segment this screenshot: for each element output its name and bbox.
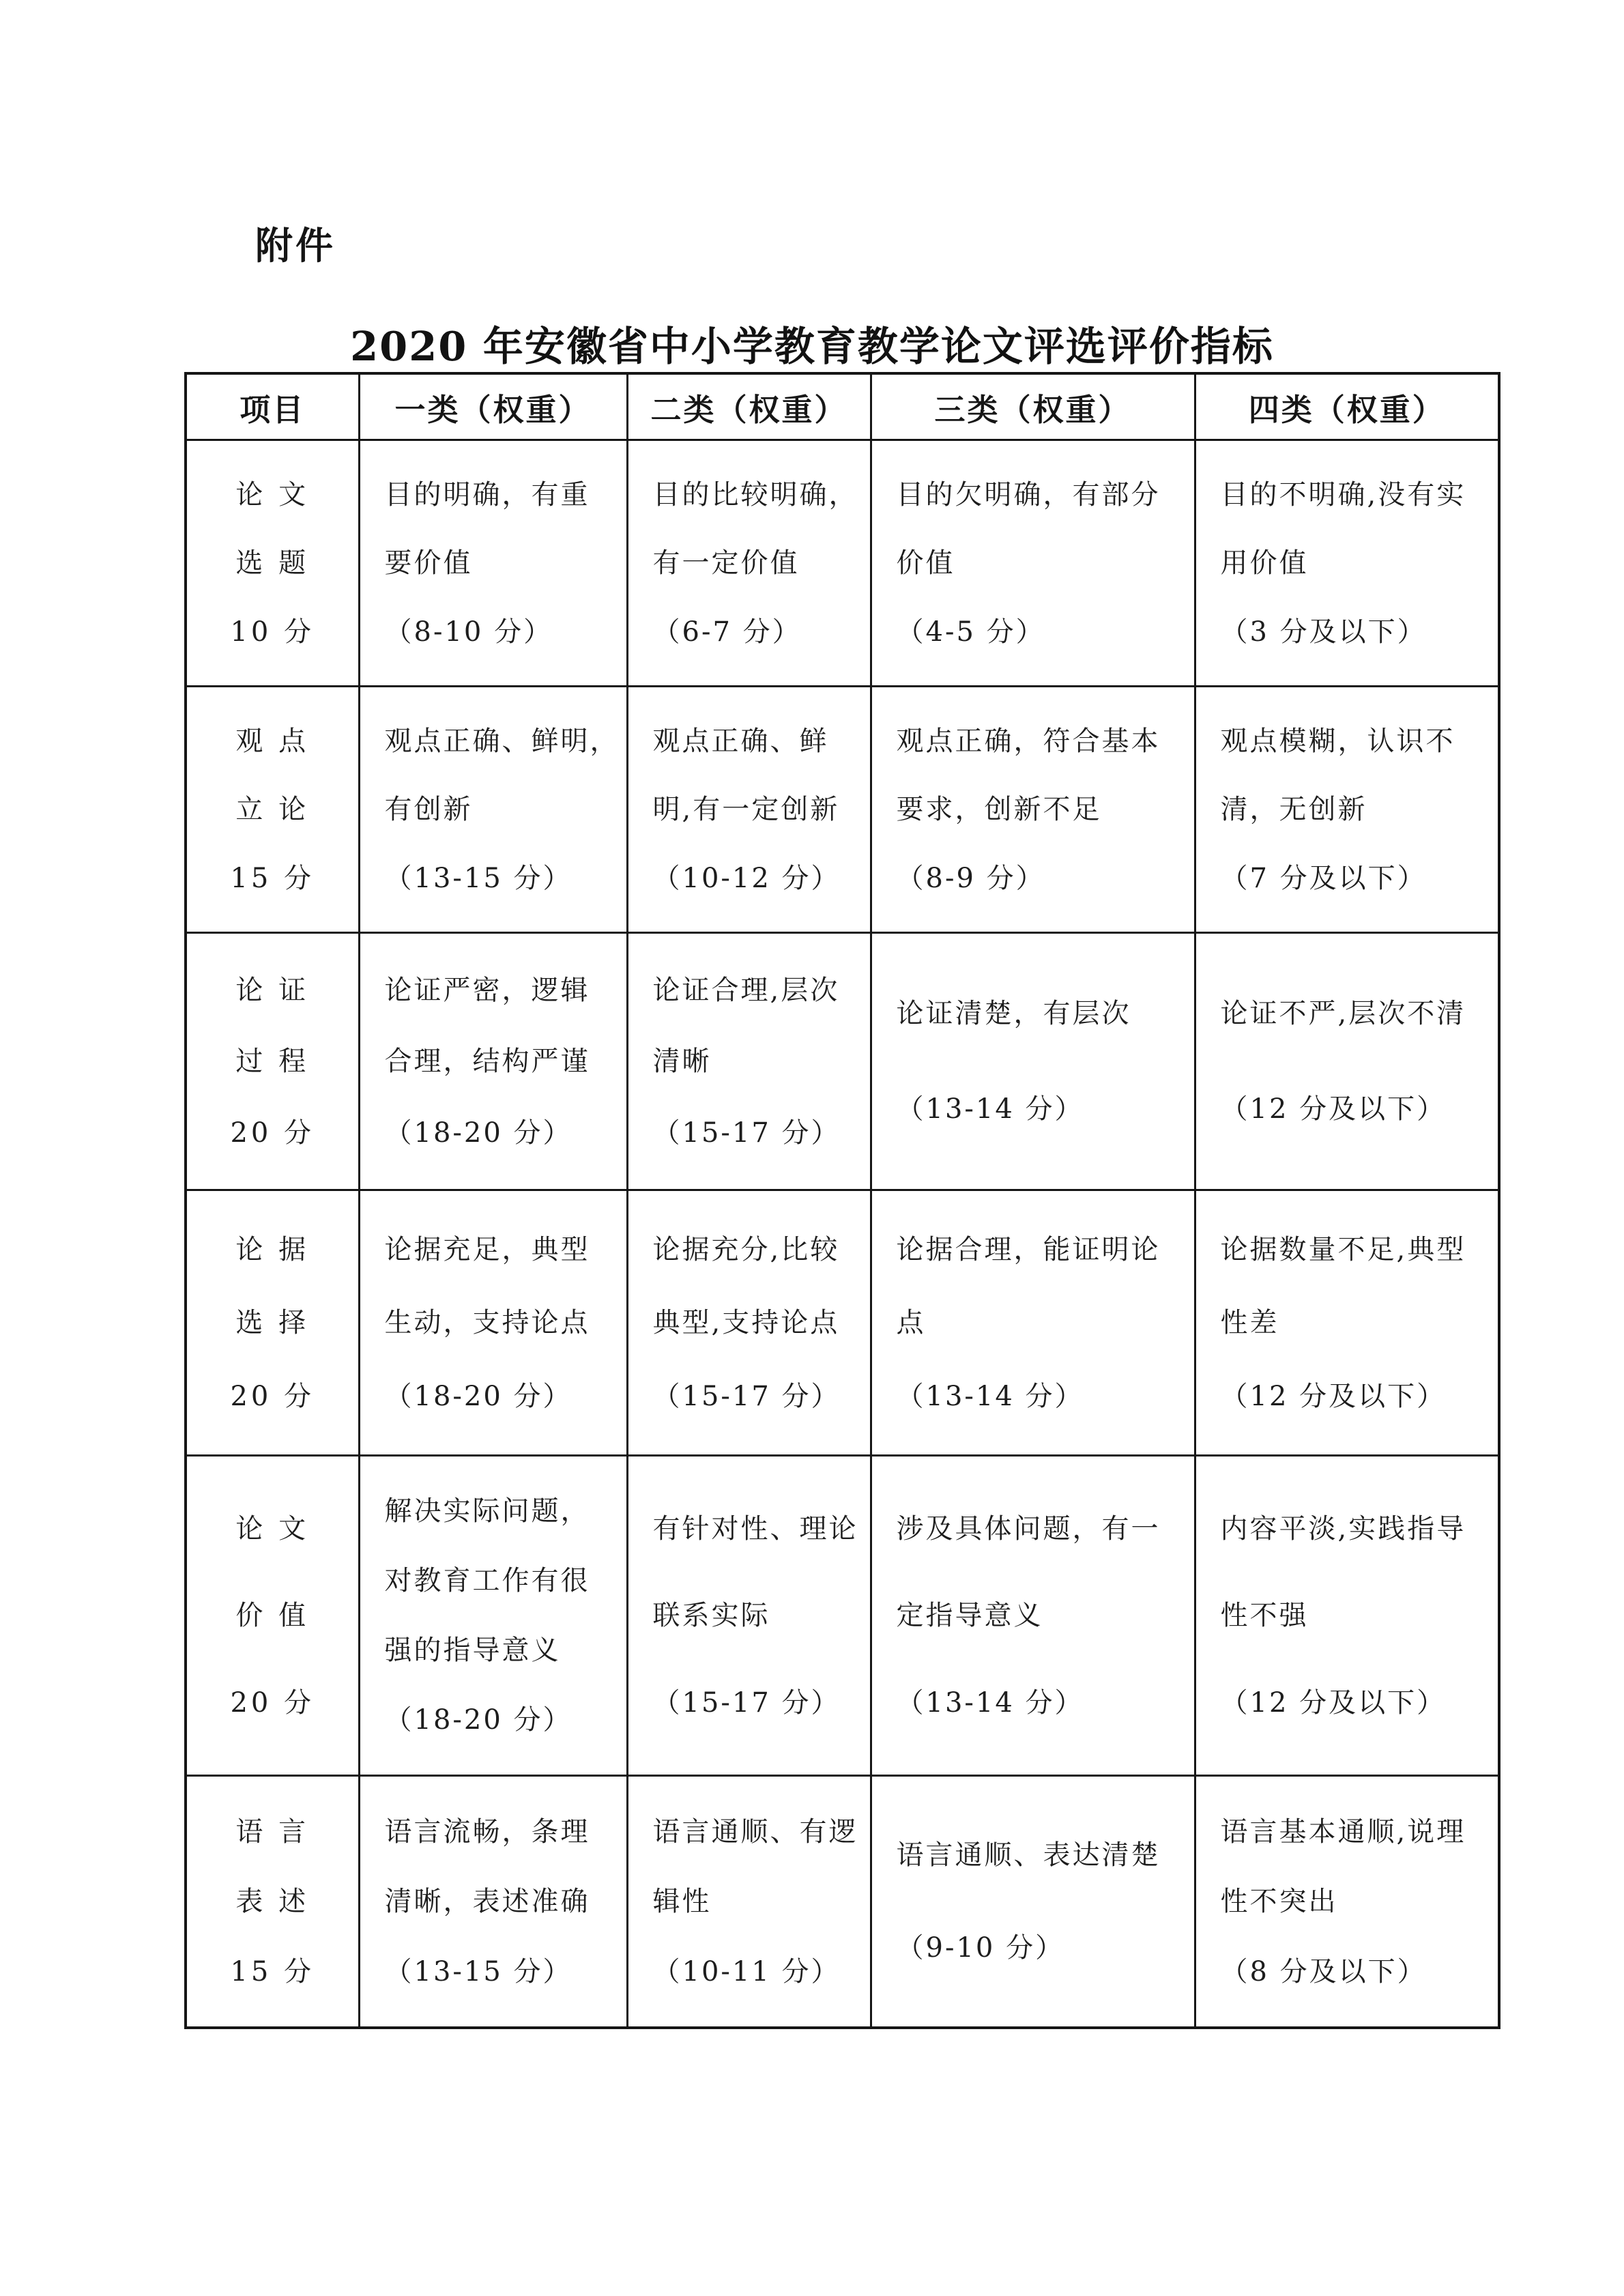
table-row [186,440,1499,687]
criteria-cell [627,1190,871,1456]
criteria-cell [871,933,1195,1190]
criteria-cell [1195,1456,1499,1776]
item-line: 过 程 [235,1046,310,1077]
criteria-line: 观点正确、鲜明， [384,725,620,757]
table-row [186,1776,1499,2028]
header-cell: 三类（权重） [871,373,1195,440]
criteria-cell [359,440,627,687]
criteria-cell [359,1776,627,2028]
criteria-line: （12 分及以下） [1220,1380,1447,1412]
item-line: 语 言 [235,1816,310,1848]
criteria-line: （15-17 分） [652,1687,841,1719]
criteria-cell [627,933,871,1190]
criteria-line: 联系实际 [652,1600,770,1631]
criteria-cell [359,687,627,933]
item-cell [186,440,359,687]
item-line: 论 据 [235,1233,310,1265]
criteria-line: 观点正确，符合基本 [896,725,1161,757]
criteria-line: 有创新 [384,794,473,825]
criteria-line: 解决实际问题， [384,1495,590,1527]
item-line: 论 文 [235,1512,310,1545]
criteria-line: 论据合理，能证明论 [896,1233,1161,1265]
header-cell: 二类（权重） [627,373,871,440]
criteria-line: 观点模糊，认识不 [1220,725,1455,757]
item-line: 立 论 [235,794,310,825]
criteria-line: （3 分及以下） [1220,616,1427,648]
item-line: 20 分 [230,1117,315,1149]
criteria-line: 清，无创新 [1220,794,1367,825]
criteria-line: 论据充分,比较 [652,1233,840,1265]
criteria-line: （10-12 分） [652,862,841,894]
criteria-line: 清晰 [652,1046,712,1077]
criteria-line: 明,有一定创新 [652,794,840,825]
criteria-cell [627,1456,871,1776]
item-line: 观 点 [235,725,310,757]
header-cell: 一类（权重） [359,373,627,440]
criteria-cell [1195,1190,1499,1456]
criteria-line: （13-15 分） [384,1955,572,1988]
criteria-line: 用价值 [1220,547,1309,579]
criteria-cell [871,1776,1195,2028]
criteria-line: 清晰，表述准确 [384,1886,590,1917]
criteria-line: 论证清楚，有层次 [896,998,1131,1030]
table-row [186,1190,1499,1456]
criteria-cell [871,1190,1195,1456]
criteria-line: （18-20 分） [384,1380,572,1412]
table-header-row [186,373,1499,440]
item-cell [186,1456,359,1776]
item-cell [186,933,359,1190]
criteria-line: 语言流畅，条理 [384,1816,590,1848]
criteria-cell [1195,933,1499,1190]
item-cell [186,687,359,933]
criteria-cell [627,1776,871,2028]
criteria-line: 要价值 [384,547,473,579]
criteria-line: 内容平淡,实践指导 [1220,1512,1466,1545]
criteria-line: （15-17 分） [652,1117,841,1149]
criteria-line: 有一定价值 [652,547,800,579]
item-line: 论 证 [235,974,310,1006]
criteria-line: （12 分及以下） [1220,1687,1447,1719]
criteria-cell [359,1190,627,1456]
table-body [186,440,1499,2028]
criteria-cell [1195,1776,1499,2028]
criteria-line: （10-11 分） [652,1955,841,1988]
criteria-line: （15-17 分） [652,1380,841,1412]
criteria-line: 性不突出 [1220,1886,1338,1917]
criteria-line: 典型,支持论点 [652,1307,840,1338]
criteria-line: 合理，结构严谨 [384,1046,590,1077]
page-title: 2020 年安徽省中小学教育教学论文评选评价指标 [350,323,1274,370]
criteria-line: 有针对性、理论 [652,1512,858,1545]
item-line: 10 分 [230,616,315,648]
criteria-line: （9-10 分） [896,1932,1065,1964]
item-line: 20 分 [230,1380,315,1412]
criteria-line: 价值 [896,547,955,579]
criteria-line: 要求，创新不足 [896,794,1102,825]
criteria-line: 性差 [1220,1307,1279,1338]
criteria-line: （12 分及以下） [1220,1093,1447,1125]
table-row [186,1456,1499,1776]
criteria-line: 目的欠明确，有部分 [896,478,1161,511]
item-line: 价 值 [235,1600,310,1631]
criteria-line: （13-14 分） [896,1093,1084,1125]
criteria-line: （13-14 分） [896,1687,1084,1719]
criteria-line: （18-20 分） [384,1704,572,1736]
criteria-line: 定指导意义 [896,1600,1043,1631]
criteria-cell [627,687,871,933]
criteria-line: （8-10 分） [384,616,553,648]
criteria-line: 对教育工作有很 [384,1565,590,1596]
header-cell: 项目 [186,373,359,440]
criteria-line: 性不强 [1220,1600,1309,1631]
criteria-cell [359,933,627,1190]
criteria-line: 论据充足，典型 [384,1233,590,1265]
item-cell [186,1776,359,2028]
item-cell [186,1190,359,1456]
table-row [186,933,1499,1190]
criteria-cell [627,440,871,687]
item-line: 论 文 [235,478,310,511]
criteria-line: 论证合理,层次 [652,974,840,1006]
criteria-cell [1195,440,1499,687]
evaluation-criteria-table [184,372,1500,2029]
criteria-line: 目的不明确,没有实 [1220,478,1466,511]
criteria-cell [871,687,1195,933]
criteria-line: 涉及具体问题，有一 [896,1512,1161,1545]
criteria-line: 强的指导意义 [384,1635,561,1666]
criteria-line: 语言基本通顺,说理 [1220,1816,1466,1848]
item-line: 表 述 [235,1886,310,1917]
item-line: 选 题 [235,547,310,579]
criteria-line: 辑性 [652,1886,712,1917]
criteria-line: 论据数量不足,典型 [1220,1233,1466,1265]
criteria-line: （13-14 分） [896,1380,1084,1412]
criteria-cell [359,1456,627,1776]
criteria-cell [1195,687,1499,933]
criteria-cell [871,1456,1195,1776]
item-line: 20 分 [230,1687,315,1719]
item-line: 选 择 [235,1307,310,1338]
criteria-line: 论证不严,层次不清 [1220,998,1466,1030]
attachment-label: 附件 [255,224,336,268]
criteria-line: （8 分及以下） [1220,1955,1427,1988]
criteria-line: （8-9 分） [896,862,1045,894]
item-line: 15 分 [230,862,315,894]
criteria-line: 点 [896,1307,926,1338]
criteria-line: 语言通顺、表达清楚 [896,1839,1161,1871]
table-row [186,687,1499,933]
criteria-line: 生动，支持论点 [384,1307,590,1338]
criteria-line: 观点正确、鲜 [652,725,829,757]
criteria-line: 语言通顺、有逻 [652,1816,858,1848]
criteria-line: （6-7 分） [652,616,802,648]
criteria-line: （13-15 分） [384,862,572,894]
criteria-line: 目的比较明确， [652,478,858,511]
criteria-line: 论证严密，逻辑 [384,974,590,1006]
criteria-line: 目的明确，有重 [384,478,590,511]
criteria-line: （4-5 分） [896,616,1045,648]
criteria-line: （18-20 分） [384,1117,572,1149]
header-cell: 四类（权重） [1195,373,1499,440]
criteria-cell [871,440,1195,687]
item-line: 15 分 [230,1955,315,1988]
criteria-line: （7 分及以下） [1220,862,1427,894]
